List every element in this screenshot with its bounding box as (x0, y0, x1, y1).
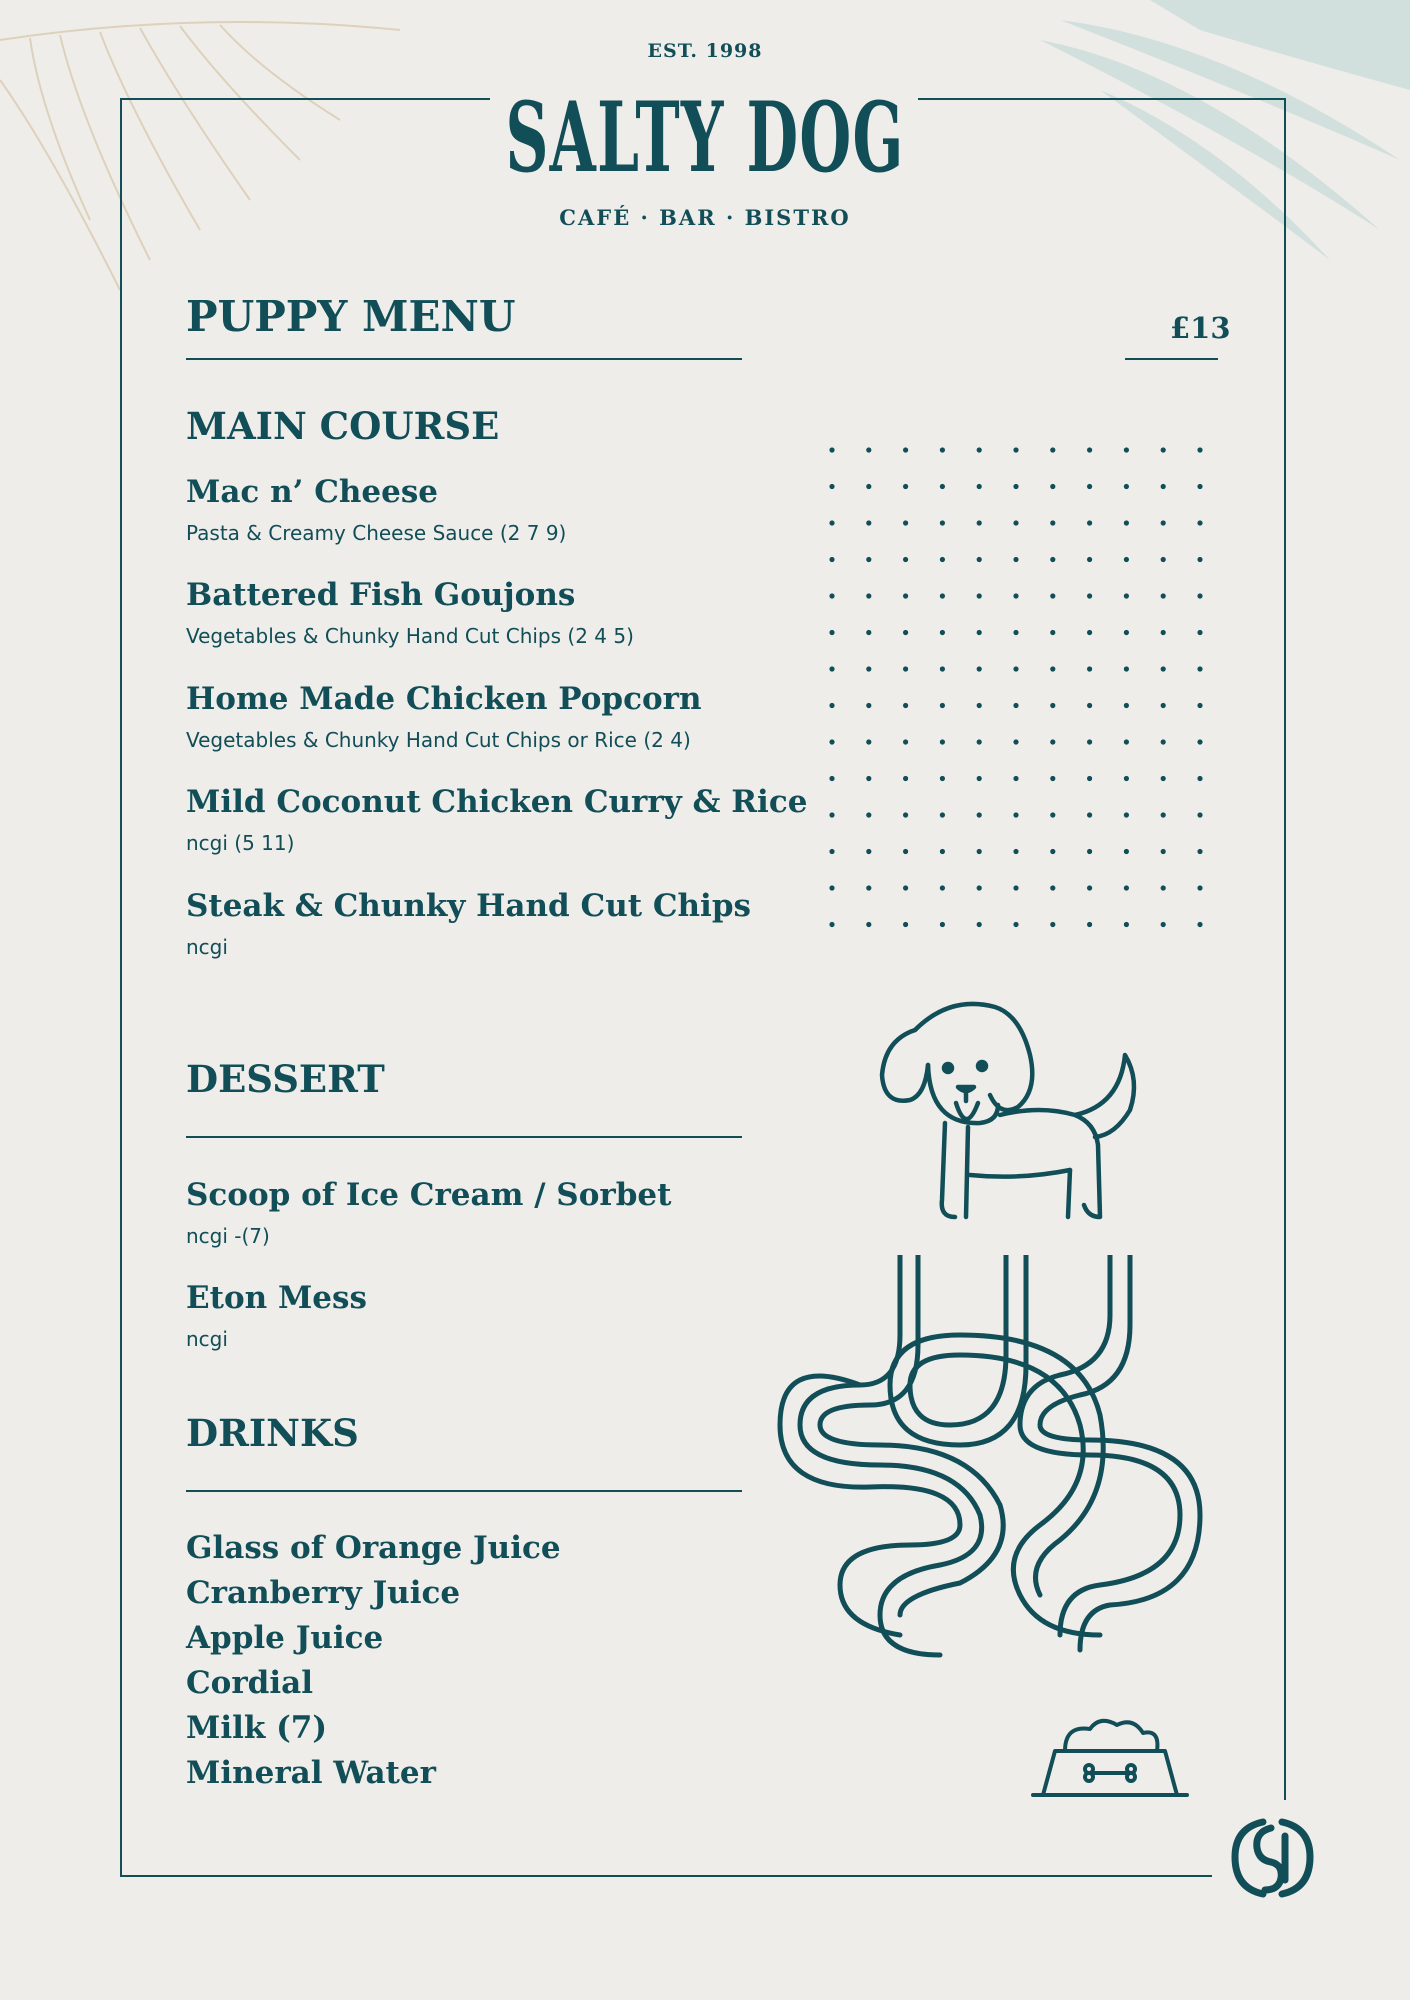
drink-item: Mineral Water (186, 1755, 436, 1791)
section-heading-dessert: DESSERT (186, 1057, 385, 1101)
menu-item-name: Mild Coconut Chicken Curry & Rice (186, 784, 808, 820)
page-title: PUPPY MENU (186, 292, 516, 341)
menu-item-name: Scoop of Ice Cream / Sorbet (186, 1177, 672, 1213)
menu-item-name: Mac n’ Cheese (186, 474, 439, 510)
menu-item-desc: ncgi (186, 1327, 228, 1351)
menu-item-name: Home Made Chicken Popcorn (186, 681, 702, 717)
menu-item-name: Eton Mess (186, 1280, 367, 1316)
section-heading-main-course: MAIN COURSE (186, 404, 500, 448)
menu-item-desc: Vegetables & Chunky Hand Cut Chips (2 4 5) (186, 624, 634, 648)
drink-item: Cranberry Juice (186, 1575, 461, 1611)
puppy-icon (870, 995, 1170, 1235)
drink-item: Apple Juice (186, 1620, 384, 1656)
menu-item-desc: Pasta & Creamy Cheese Sauce (2 7 9) (186, 521, 567, 545)
drink-item: Cordial (186, 1665, 313, 1701)
menu-item-desc: ncgi -(7) (186, 1224, 270, 1248)
brand-subtitle: CAFÉ · BAR · BISTRO (559, 205, 851, 230)
title-rule (186, 358, 742, 360)
menu-item-name: Steak & Chunky Hand Cut Chips (186, 888, 751, 924)
section-heading-drinks: DRINKS (186, 1411, 359, 1455)
menu-item-desc: ncgi (186, 935, 228, 959)
menu-item-name: Battered Fish Goujons (186, 577, 576, 613)
brand-logo-text: SALTY DOG (505, 81, 905, 194)
dog-bowl-icon (1025, 1715, 1195, 1815)
dessert-rule (186, 1136, 742, 1138)
price-rule (1125, 358, 1218, 360)
drink-item: Milk (7) (186, 1710, 328, 1746)
maze-icon (760, 1255, 1220, 1685)
sd-monogram-logo (1225, 1810, 1320, 1905)
drink-item: Glass of Orange Juice (186, 1530, 561, 1566)
established-label: EST. 1998 (647, 40, 763, 62)
dot-grid-decoration (820, 440, 1220, 930)
menu-item-desc: ncgi (5 11) (186, 831, 295, 855)
menu-item-desc: Vegetables & Chunky Hand Cut Chips or Rice (2 4) (186, 728, 691, 752)
menu-price: £13 (1170, 311, 1231, 345)
drinks-rule (186, 1490, 742, 1492)
